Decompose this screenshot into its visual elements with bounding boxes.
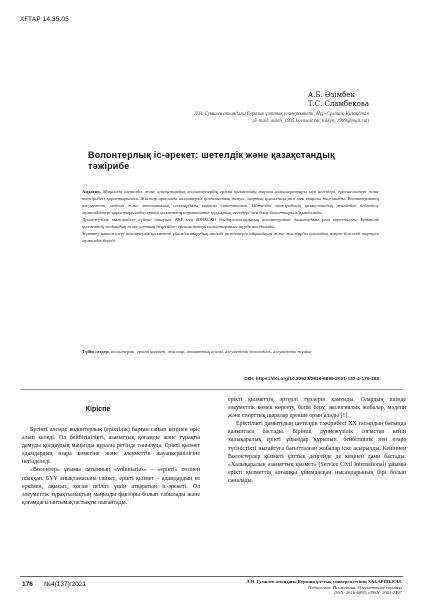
abstract: [82, 189, 379, 245]
body-paragraph: ерікті қызметтің әртүрлі түрлерін қамтиды. Олардың ішінде әлеуметтік көмек көрсету, білім беру, экологиялық жобалар, мәдени және спорттық шаралар ерекше орын алады [1].: [228, 397, 406, 420]
abstract-text-2: Дүниежүзілік тәжірибеге сүйене отырып, БҰҰ мен ЮНЕСКО бағдарламаларының волонтерлікті дамытудағы рөлі көрсетілген. Еріктілік қызметтің жаһандық және ұлттық деңгейдегі ерекшеліктері салыстырмалы түрде талданады.: [82, 216, 379, 229]
keywords: [82, 349, 379, 356]
affiliation-emails: (E-mail: aidan_1995.kovnsail.rul, tolkyn_1969@mail.rul): [252, 118, 369, 124]
section-heading-intro: Кіріспе: [85, 406, 111, 413]
abstract-text: Мақалада шетелдік және қазақстандық волонтерлердің ерікті қызметінің тарихи алғышарттары мен негіздері, ерекшеліктері және тәжірибесі қарастырылған. Жастар арасында волонтерлік қозғалыстың дамуы, олардың қоғамдағы рөлі мен маңызы талданады. Волонтерліктің әлеуметтік, мәдени және экономикалық салалардағы ықпалы сипатталған. Шетелдік тәжірибенің қазақстандық жағдайға бейімделу мүмкіндіктері қарастырылады, ерікті қызметтің нормативтік-құқықтық негіздері мен даму бағыттары айқындалады.: [82, 189, 379, 215]
author-2: Т.С. Сламбекова: [307, 100, 369, 108]
body-paragraph: Бүгінгі әлемде волонтерлық (еріктілік) барған сайын кеңінен өріс алып келеді. Ол бейбітшілікті, азаматтық қоғамды және тұрақты дамуды қолдаудың маңызды құралы ретінде танылуда. Ерікті қызмет адамдардың өзара көмегіне және әлеуметтік жауапкершілігіне негізделеді.: [22, 427, 200, 466]
journal-series: Педагогика. Психология. Әлеуметтану сериясы: [308, 584, 402, 590]
journal-name: Л.Н. Гумилев атындағы Еуразия ұлттық университетінің ХАБАРШЫСЫ.: [246, 579, 402, 584]
affiliation-line-1: Л.Н. Гумилев атындағы Еуразия ұлттық университеті, Нұр-Сұлтан, Қазақстан: [194, 112, 369, 117]
authors-block: [308, 91, 369, 109]
footer-rule: [20, 576, 403, 577]
affiliation-block: [149, 112, 369, 125]
keywords-label: Түйін сөздер:: [82, 349, 110, 354]
keywords-text: волонтерлік, ерікті қызмет, жастар, азаматтық қоғам, әлеуметтік белсенділік, әлеуметтік жұмыс: [110, 349, 313, 354]
body-column-left: [22, 426, 200, 507]
journal-issn: ISSN: 2616-6895, eISSN: 2663-2497: [334, 590, 402, 596]
issue-number: №4(137)/2021: [44, 581, 87, 588]
body-paragraph: Еріктілікті дамытудың шетелдік тәжірибесі ХХ ғасырдың басында қалыптаса бастады. Бірінші дүниежүзілік соғыстан кейін халықаралық ерікті ұйымдар құрылып, бейбітшілік пен өзара түсіністікті нығайтуға бағытталған жобалар іске асырылды. Кейіннен Волонтерлер қызметі ұлттық деңгейде де кеңінен дами бастады. «Халықаралық азаматтық қызмет» (Service Civil International) ұйымы ерікті қызметтің алғашқы ұйымдасқан нысандарының бірі болып саналады.: [228, 421, 406, 484]
article-title: Волонтерлық іс-әрекет: шетелдік және қазақстандық тәжірибе: [88, 150, 335, 171]
udc-code: ХҒТАР 14.35.05: [20, 16, 69, 23]
body-paragraph: «Волонтер» ұғымы латынның «voluntarius» – «ерікті» сөзінен шыққан. БҰҰ анықтамасына сәйкес, ерікті қызмет – адамдардың өз еркімен, ақысыз, қоғам игілігі үшін атқаратын іс-әрекеті. Ол әлеуметтік тұрақтылықтың маңызды факторы болып табылады және қоғамдағы ынтымақтастықты нығайтады.: [22, 467, 200, 506]
abstract-text-3: Зерттеу нәтижелері волонтерлік қызметті ұйымдастырудың тиімді тетіктерін айқындауға және жастарды қоғамдық өмірге белсенді тартуға мүмкіндік береді.: [82, 230, 379, 243]
body-column-right: [228, 396, 406, 485]
separator-line: [20, 389, 403, 390]
journal-info: [246, 579, 402, 596]
author-1: А.Б. Әзімбек: [307, 91, 355, 99]
doi-link[interactable]: DOI: https://doi.org/10.32523/2616-6895-2021-137-4-176-183: [244, 377, 379, 382]
page-number: 176: [22, 581, 33, 588]
abstract-label: Аңдатпа.: [82, 189, 101, 194]
